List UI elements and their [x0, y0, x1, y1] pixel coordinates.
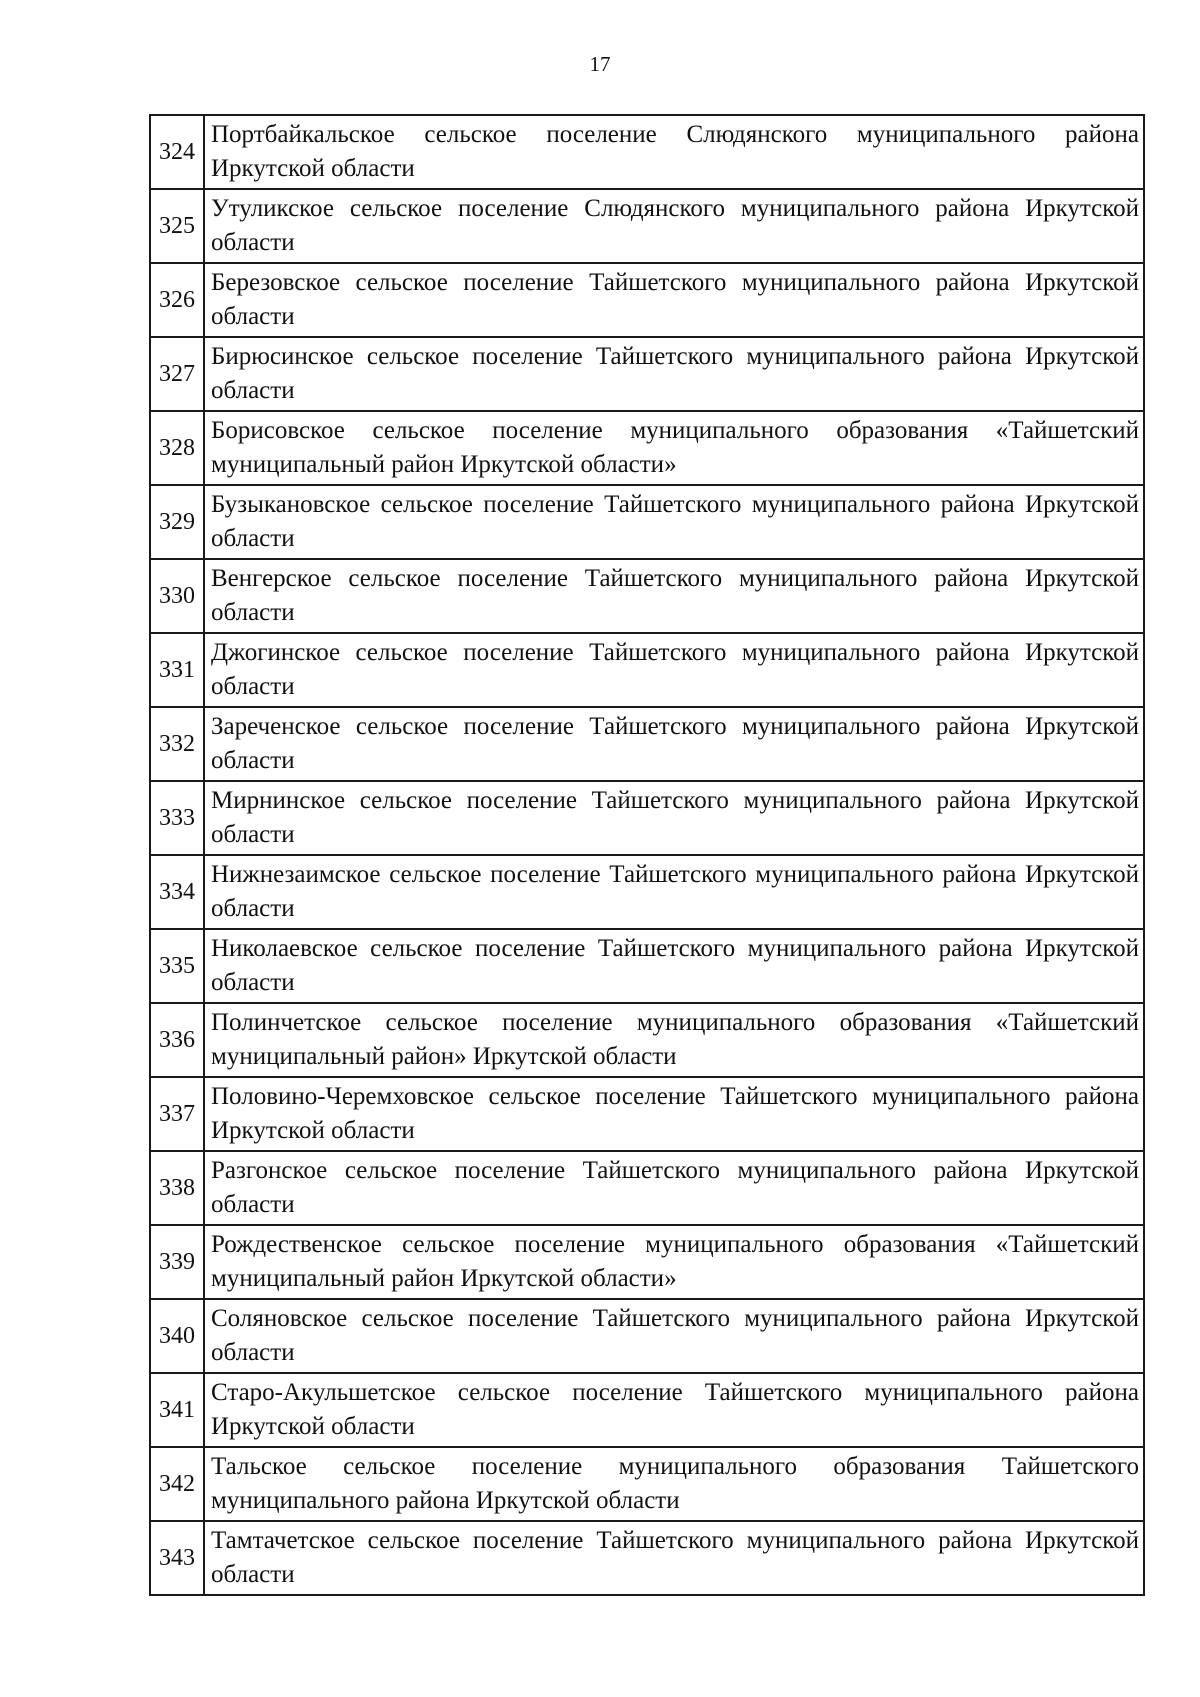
row-number: 332: [150, 707, 204, 781]
settlement-name: Борисовское сельское поселение муниципального образования «Тайшетский муниципальный район Иркутской области»: [204, 411, 1144, 485]
table-row: [150, 263, 1144, 337]
row-number: 334: [150, 855, 204, 929]
row-number: 335: [150, 929, 204, 1003]
table-row: [150, 929, 1144, 1003]
settlement-name: Бирюсинское сельское поселение Тайшетского муниципального района Иркутской области: [204, 337, 1144, 411]
settlement-name: Николаевское сельское поселение Тайшетского муниципального района Иркутской области: [204, 929, 1144, 1003]
settlement-name: Старо-Акульшетское сельское поселение Тайшетского муниципального района Иркутской области: [204, 1373, 1144, 1447]
row-number: 343: [150, 1521, 204, 1595]
settlement-name: Утуликское сельское поселение Слюдянского муниципального района Иркутской области: [204, 189, 1144, 263]
settlement-name: Рождественское сельское поселение муниципального образования «Тайшетский муниципальный район Иркутской области»: [204, 1225, 1144, 1299]
settlement-name: Тальское сельское поселение муниципального образования Тайшетского муниципального района Иркутской области: [204, 1447, 1144, 1521]
table-row: [150, 1299, 1144, 1373]
table-row: [150, 337, 1144, 411]
settlement-name: Полинчетское сельское поселение муниципального образования «Тайшетский муниципальный район» Иркутской области: [204, 1003, 1144, 1077]
table-row: [150, 559, 1144, 633]
row-number: 340: [150, 1299, 204, 1373]
table-row: [150, 1003, 1144, 1077]
settlement-name: Портбайкальское сельское поселение Слюдянского муниципального района Иркутской области: [204, 115, 1144, 189]
settlement-name: Джогинское сельское поселение Тайшетского муниципального района Иркутской области: [204, 633, 1144, 707]
settlement-name: Зареченское сельское поселение Тайшетского муниципального района Иркутской области: [204, 707, 1144, 781]
table-row: [150, 1225, 1144, 1299]
row-number: 336: [150, 1003, 204, 1077]
page-number: 17: [589, 52, 611, 76]
settlement-name: Соляновское сельское поселение Тайшетского муниципального района Иркутской области: [204, 1299, 1144, 1373]
settlement-name: Нижнезаимское сельское поселение Тайшетского муниципального района Иркутской области: [204, 855, 1144, 929]
table-row: [150, 1151, 1144, 1225]
row-number: 324: [150, 115, 204, 189]
settlement-name: Бузыкановское сельское поселение Тайшетского муниципального района Иркутской области: [204, 485, 1144, 559]
table-row: [150, 411, 1144, 485]
row-number: 337: [150, 1077, 204, 1151]
table-row: [150, 1521, 1144, 1595]
table-row: [150, 781, 1144, 855]
table-row: [150, 633, 1144, 707]
settlement-name: Венгерское сельское поселение Тайшетского муниципального района Иркутской области: [204, 559, 1144, 633]
table-row: [150, 855, 1144, 929]
table-row: [150, 707, 1144, 781]
row-number: 325: [150, 189, 204, 263]
settlement-name: Мирнинское сельское поселение Тайшетского муниципального района Иркутской области: [204, 781, 1144, 855]
table-row: [150, 1373, 1144, 1447]
row-number: 331: [150, 633, 204, 707]
table-row: [150, 1447, 1144, 1521]
row-number: 327: [150, 337, 204, 411]
table-row: [150, 1077, 1144, 1151]
settlement-name: Разгонское сельское поселение Тайшетского муниципального района Иркутской области: [204, 1151, 1144, 1225]
row-number: 341: [150, 1373, 204, 1447]
row-number: 328: [150, 411, 204, 485]
row-number: 330: [150, 559, 204, 633]
row-number: 342: [150, 1447, 204, 1521]
settlements-table: [149, 114, 1145, 1596]
settlement-name: Половино-Черемховское сельское поселение Тайшетского муниципального района Иркутской области: [204, 1077, 1144, 1151]
row-number: 338: [150, 1151, 204, 1225]
row-number: 333: [150, 781, 204, 855]
table-row: [150, 189, 1144, 263]
table-row: [150, 115, 1144, 189]
row-number: 339: [150, 1225, 204, 1299]
row-number: 329: [150, 485, 204, 559]
table-row: [150, 485, 1144, 559]
settlement-name: Тамтачетское сельское поселение Тайшетского муниципального района Иркутской области: [204, 1521, 1144, 1595]
row-number: 326: [150, 263, 204, 337]
settlement-name: Березовское сельское поселение Тайшетского муниципального района Иркутской области: [204, 263, 1144, 337]
